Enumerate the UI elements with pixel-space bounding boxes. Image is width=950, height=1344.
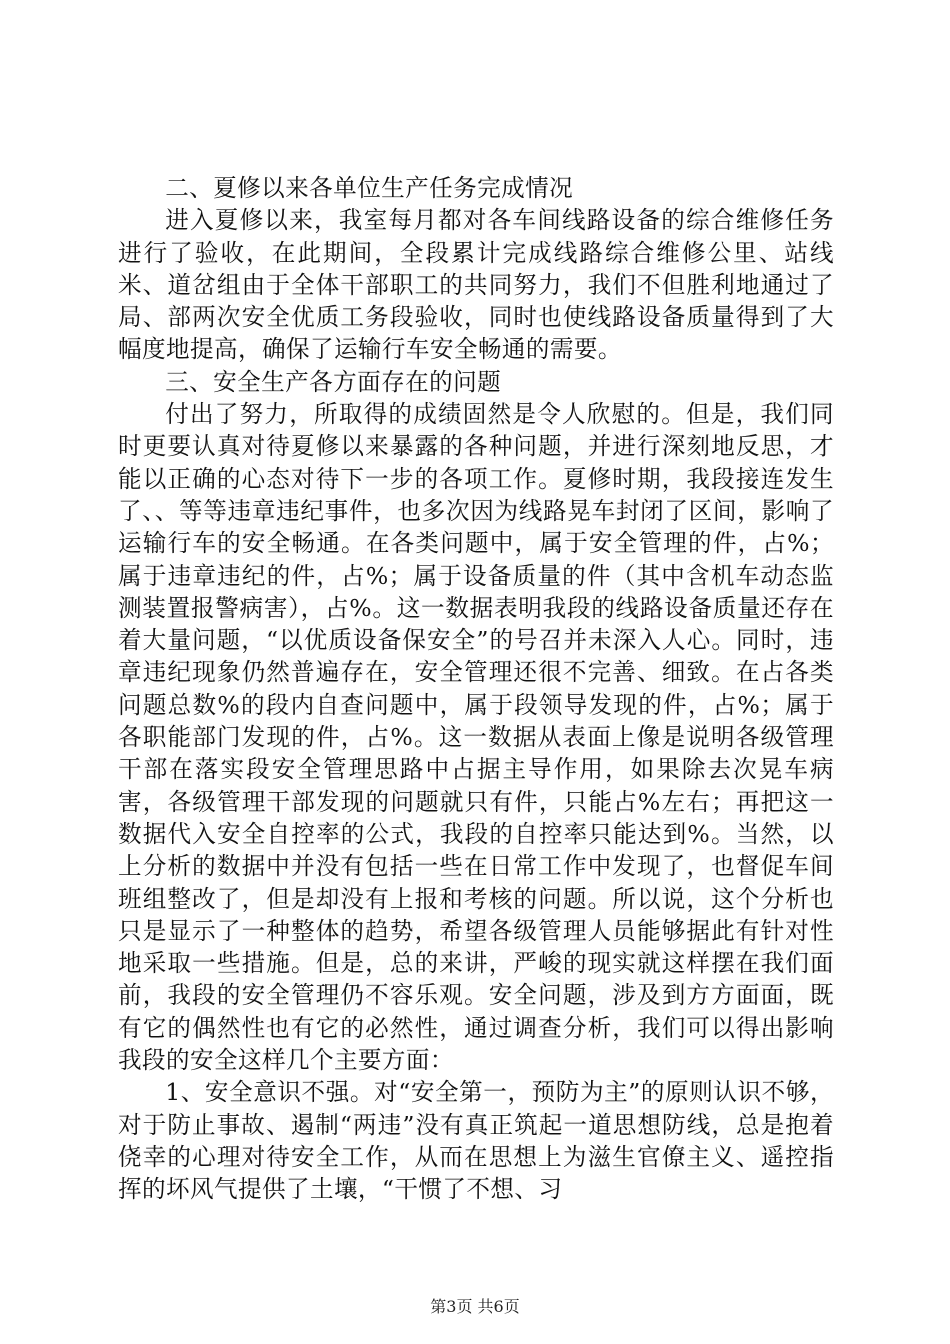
document-body bbox=[118, 172, 834, 1206]
paragraph-item-1: 1、安全意识不强。对“安全第一，预防为主”的原则认识不够，对于防止事故、遏制“两违”没有真正筑起一道思想防线，总是抱着侥幸的心理对待安全工作，从而在思想上为滋生官僚主义、遥控指挥的坏风气提供了土壤，“干惯了不想、习 bbox=[118, 1078, 834, 1204]
paragraph-section-2: 进入夏修以来，我室每月都对各车间线路设备的综合维修任务进行了验收，在此期间，全段累计完成线路综合维修公里、站线米、道岔组由于全体干部职工的共同努力，我们不但胜利地通过了局、部两次安全优质工务段验收，同时也使线路设备质量得到了大幅度地提高，确保了运输行车安全畅通的需要。 bbox=[118, 206, 834, 364]
paragraph-section-3: 付出了努力，所取得的成绩固然是令人欣慰的。但是，我们同时更要认真对待夏修以来暴露的各种问题，并进行深刻地反思，才能以正确的心态对待下一步的各项工作。夏修时期，我段接连发生了、、等等违章违纪事件，也多次因为线路晃车封闭了区间，影响了运输行车的安全畅通。在各类问题中，属于安全管理的件，占%；属于违章违纪的件，占%；属于设备质量的件（其中含机车动态监测装置报警病害），占%。这一数据表明我段的线路设备质量还存在着大量问题，“以优质设备保安全”的号召并未深入人心。同时，违章违纪现象仍然普遍存在，安全管理还很不完善、细致。在占各类问题总数%的段内自查问题中，属于段领导发现的件，占%；属于各职能部门发现的件，占%。这一数据从表面上像是说明各级管理干部在落实段安全管理思路中占据主导作用，如果除去次晃车病害，各级管理干部发现的问题就只有件，只能占%左右；再把这一数据代入安全自控率的公式，我段的自控率只能达到%。当然，以上分析的数据中并没有包括一些在日常工作中发现了，也督促车间班组整改了，但是却没有上报和考核的问题。所以说，这个分析也只是显示了一种整体的趋势，希望各级管理人员能够据此有针对性地采取一些措施。但是，总的来讲，严峻的现实就这样摆在我们面前，我段的安全管理仍不容乐观。安全问题，涉及到方方面面，既有它的偶然性也有它的必然性，通过调查分析，我们可以得出影响我段的安全这样几个主要方面： bbox=[118, 400, 834, 1075]
section-heading-2: 二、夏修以来各单位生产任务完成情况 bbox=[165, 174, 574, 202]
page-footer: 第3页 共6页 bbox=[430, 1297, 520, 1316]
section-heading-3: 三、安全生产各方面存在的问题 bbox=[165, 367, 502, 396]
